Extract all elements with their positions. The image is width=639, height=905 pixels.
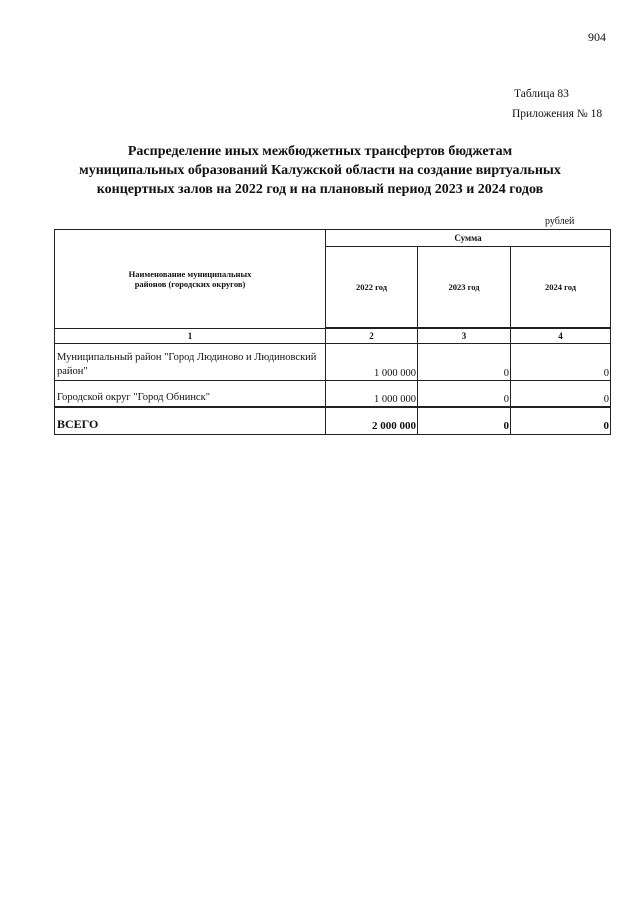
row-value-2024: 0 <box>511 381 611 408</box>
column-index: 3 <box>418 328 511 344</box>
row-value-2023: 0 <box>418 381 511 408</box>
total-value-2024: 0 <box>511 407 611 435</box>
transfers-table <box>54 229 611 435</box>
total-label: ВСЕГО <box>55 407 326 435</box>
column-index: 4 <box>511 328 611 344</box>
title-line: муниципальных образований Калужской области на создание виртуальных <box>79 163 561 178</box>
year-header-2023: 2023 год <box>418 247 511 329</box>
row-value-2024: 0 <box>511 344 611 381</box>
table-row <box>55 381 611 408</box>
column-index: 2 <box>326 328 418 344</box>
row-name: Муниципальный район "Город Людиново и Людиновский район" <box>55 344 326 381</box>
page-number: 904 <box>588 30 606 44</box>
table-reference: Таблица 83 <box>514 88 569 100</box>
year-header-2024: 2024 год <box>511 247 611 329</box>
total-value-2023: 0 <box>418 407 511 435</box>
column-index-row <box>55 328 611 344</box>
total-row <box>55 407 611 435</box>
appendix-reference: Приложения № 18 <box>512 108 603 120</box>
document-title <box>40 142 600 199</box>
title-line: концертных залов на 2022 год и на плановый период 2023 и 2024 годов <box>96 182 544 197</box>
year-header-2022: 2022 год <box>326 247 418 329</box>
row-name: Городской округ "Город Обнинск" <box>55 381 326 408</box>
name-column-header: Наименование муниципальных районов (городских округов) <box>55 230 326 329</box>
row-value-2023: 0 <box>418 344 511 381</box>
title-line: Распределение иных межбюджетных трансфертов бюджетам <box>127 144 513 159</box>
row-value-2022: 1 000 000 <box>326 381 418 408</box>
sum-column-header: Сумма <box>326 230 611 247</box>
units-label: рублей <box>545 216 575 227</box>
column-index: 1 <box>55 328 326 344</box>
total-value-2022: 2 000 000 <box>326 407 418 435</box>
row-value-2022: 1 000 000 <box>326 344 418 381</box>
table-row <box>55 344 611 381</box>
